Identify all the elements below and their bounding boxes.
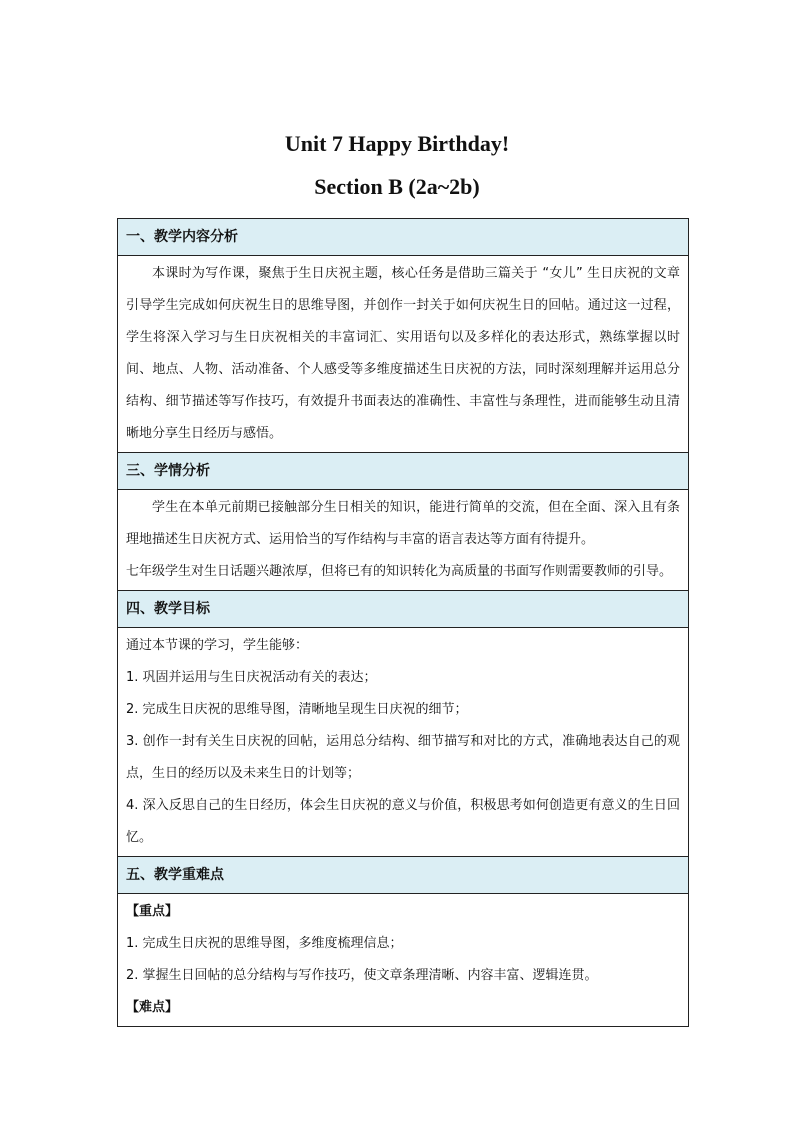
learner-analysis-paragraph-1: 学生在本单元前期已接触部分生日相关的知识，能进行简单的交流，但在全面、深入且有条理地描述生日庆祝方式、运用恰当的写作结构与丰富的语言表达等方面有待提升。 <box>126 500 680 547</box>
section-body-learner-analysis <box>118 490 689 591</box>
section-body-content-analysis <box>118 256 689 453</box>
section-heading-objectives: 四、教学目标 <box>118 591 689 628</box>
section-row-content-analysis-heading <box>118 219 689 256</box>
key-point-item-1: 1. 完成生日庆祝的思维导图，多维度梳理信息； <box>126 936 403 951</box>
section-row-key-points-body <box>118 894 689 1027</box>
objective-item-4: 4. 深入反思自己的生日经历，体会生日庆祝的意义与价值，积极思考如何创造更有意义的生日回忆。 <box>126 798 680 845</box>
document-subtitle: Section B (2a~2b) <box>314 174 480 199</box>
section-row-key-points-heading <box>118 857 689 894</box>
objectives-intro: 通过本节课的学习，学生能够： <box>126 638 309 653</box>
document-title: Unit 7 Happy Birthday! <box>284 131 510 156</box>
learner-analysis-paragraph-2: 七年级学生对生日话题兴趣浓厚，但将已有的知识转化为高质量的书面写作则需要教师的引导。 <box>126 564 673 579</box>
section-heading-content-analysis: 一、教学内容分析 <box>118 219 689 256</box>
objective-item-1: 1. 巩固并运用与生日庆祝活动有关的表达； <box>126 670 377 685</box>
section-heading-key-points: 五、教学重难点 <box>118 857 689 894</box>
lesson-plan-table <box>117 218 689 1027</box>
section-row-content-analysis-body <box>118 256 689 453</box>
section-body-objectives <box>118 628 689 857</box>
section-row-learner-analysis-body <box>118 490 689 591</box>
objective-item-3: 3. 创作一封有关生日庆祝的回帖，运用总分结构、细节描写和对比的方式，准确地表达自己的观点，生日的经历以及未来生日的计划等； <box>126 734 680 781</box>
difficulty-label: 【难点】 <box>126 1000 179 1015</box>
section-body-key-points <box>118 894 689 1027</box>
key-points-label: 【重点】 <box>126 904 179 919</box>
section-row-objectives-heading <box>118 591 689 628</box>
section-row-objectives-body <box>118 628 689 857</box>
content-analysis-paragraph: 本课时为写作课，聚焦于生日庆祝主题，核心任务是借助三篇关于 “女儿” 生日庆祝的文章引导学生完成如何庆祝生日的思维导图，并创作一封关于如何庆祝生日的回帖。通过这一过程，学生将深入学习与生日庆祝相关的丰富词汇、实用语句以及多样化的表达形式，熟练掌握以时间、地点、人物、活动准备、个人感受等多维度描述生日庆祝的方法，同时深刻理解并运用总分结构、细节描述等写作技巧，有效提升书面表达的准确性、丰富性与条理性，进而能够生动且清晰地分享生日经历与感悟。 <box>126 266 680 441</box>
section-heading-learner-analysis: 三、学情分析 <box>118 453 689 490</box>
key-point-item-2: 2. 掌握生日回帖的总分结构与写作技巧，使文章条理清晰、内容丰富、逻辑连贯。 <box>126 968 598 983</box>
objective-item-2: 2. 完成生日庆祝的思维导图，清晰地呈现生日庆祝的细节； <box>126 702 468 717</box>
section-row-learner-analysis-heading <box>118 453 689 490</box>
